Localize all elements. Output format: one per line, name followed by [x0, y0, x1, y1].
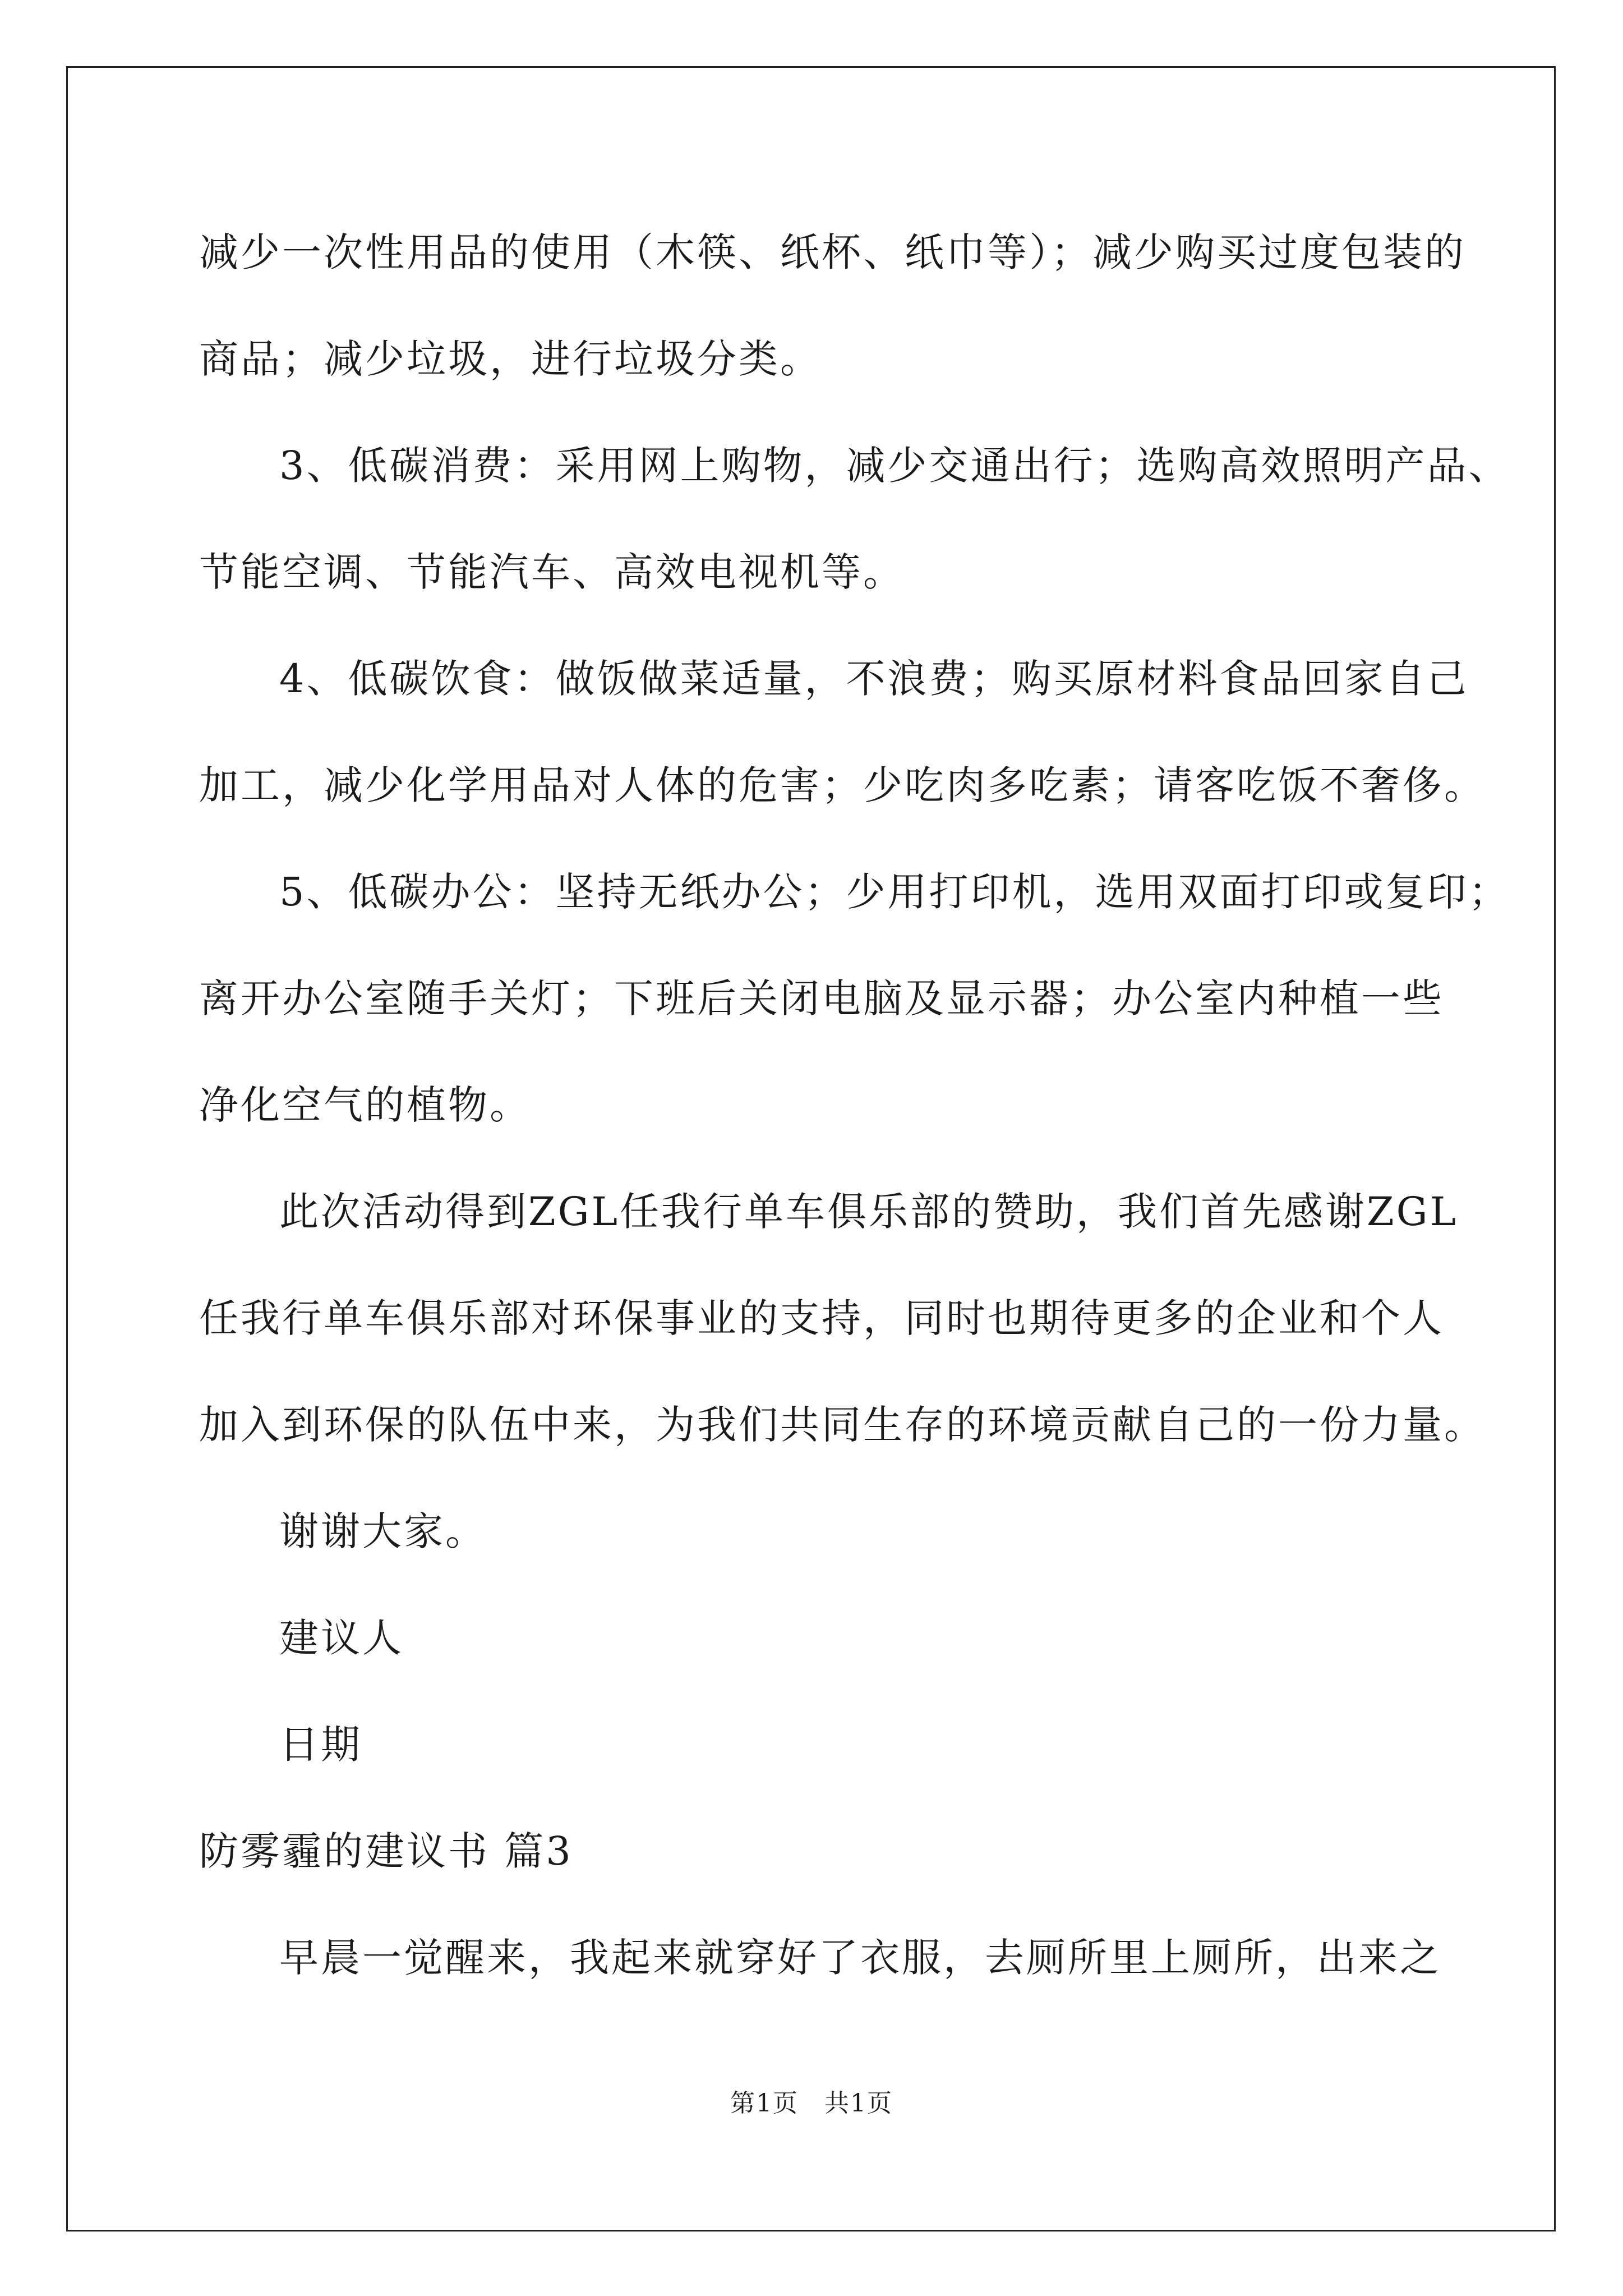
paragraph-line: 任我行单车俱乐部对环保事业的支持，同时也期待更多的企业和个人: [199, 1295, 1444, 1341]
closing-line: 谢谢大家。: [279, 1508, 487, 1554]
paragraph-line: 节能空调、节能汽车、高效电视机等。: [199, 549, 905, 595]
signature-line: 建议人: [279, 1615, 404, 1661]
paragraph-line: 商品；减少垃圾，进行垃圾分类。: [199, 336, 822, 382]
paragraph-line: 加入到环保的队伍中来，为我们共同生存的环境贡献自己的一份力量。: [199, 1402, 1486, 1448]
page-border: [66, 66, 1556, 2231]
date-line: 日期: [279, 1722, 362, 1768]
paragraph-line: 早晨一觉醒来，我起来就穿好了衣服，去厕所里上厕所，出来之: [279, 1935, 1441, 1981]
paragraph-line: 加工，减少化学用品对人体的危害；少吃肉多吃素；请客吃饭不奢侈。: [199, 762, 1486, 808]
paragraph-line: 3、低碳消费：采用网上购物，减少交通出行；选购高效照明产品、: [279, 443, 1510, 489]
paragraph-line: 此次活动得到ZGL任我行单车俱乐部的赞助，我们首先感谢ZGL: [279, 1189, 1459, 1235]
paragraph-line: 离开办公室随手关灯；下班后关闭电脑及显示器；办公室内种植一些: [199, 976, 1444, 1022]
paragraph-line: 净化空气的植物。: [199, 1082, 531, 1128]
section-heading: 防雾霾的建议书 篇3: [199, 1828, 573, 1874]
paragraph-line: 减少一次性用品的使用（木筷、纸杯、纸巾等）；减少购买过度包装的: [199, 229, 1466, 275]
paragraph-line: 5、低碳办公：坚持无纸办公；少用打印机，选用双面打印或复印；: [279, 869, 1510, 915]
paragraph-line: 4、低碳饮食：做饭做菜适量，不浪费；购买原材料食品回家自己: [279, 656, 1469, 702]
page-footer: 第1页 共1页: [730, 2089, 893, 2118]
